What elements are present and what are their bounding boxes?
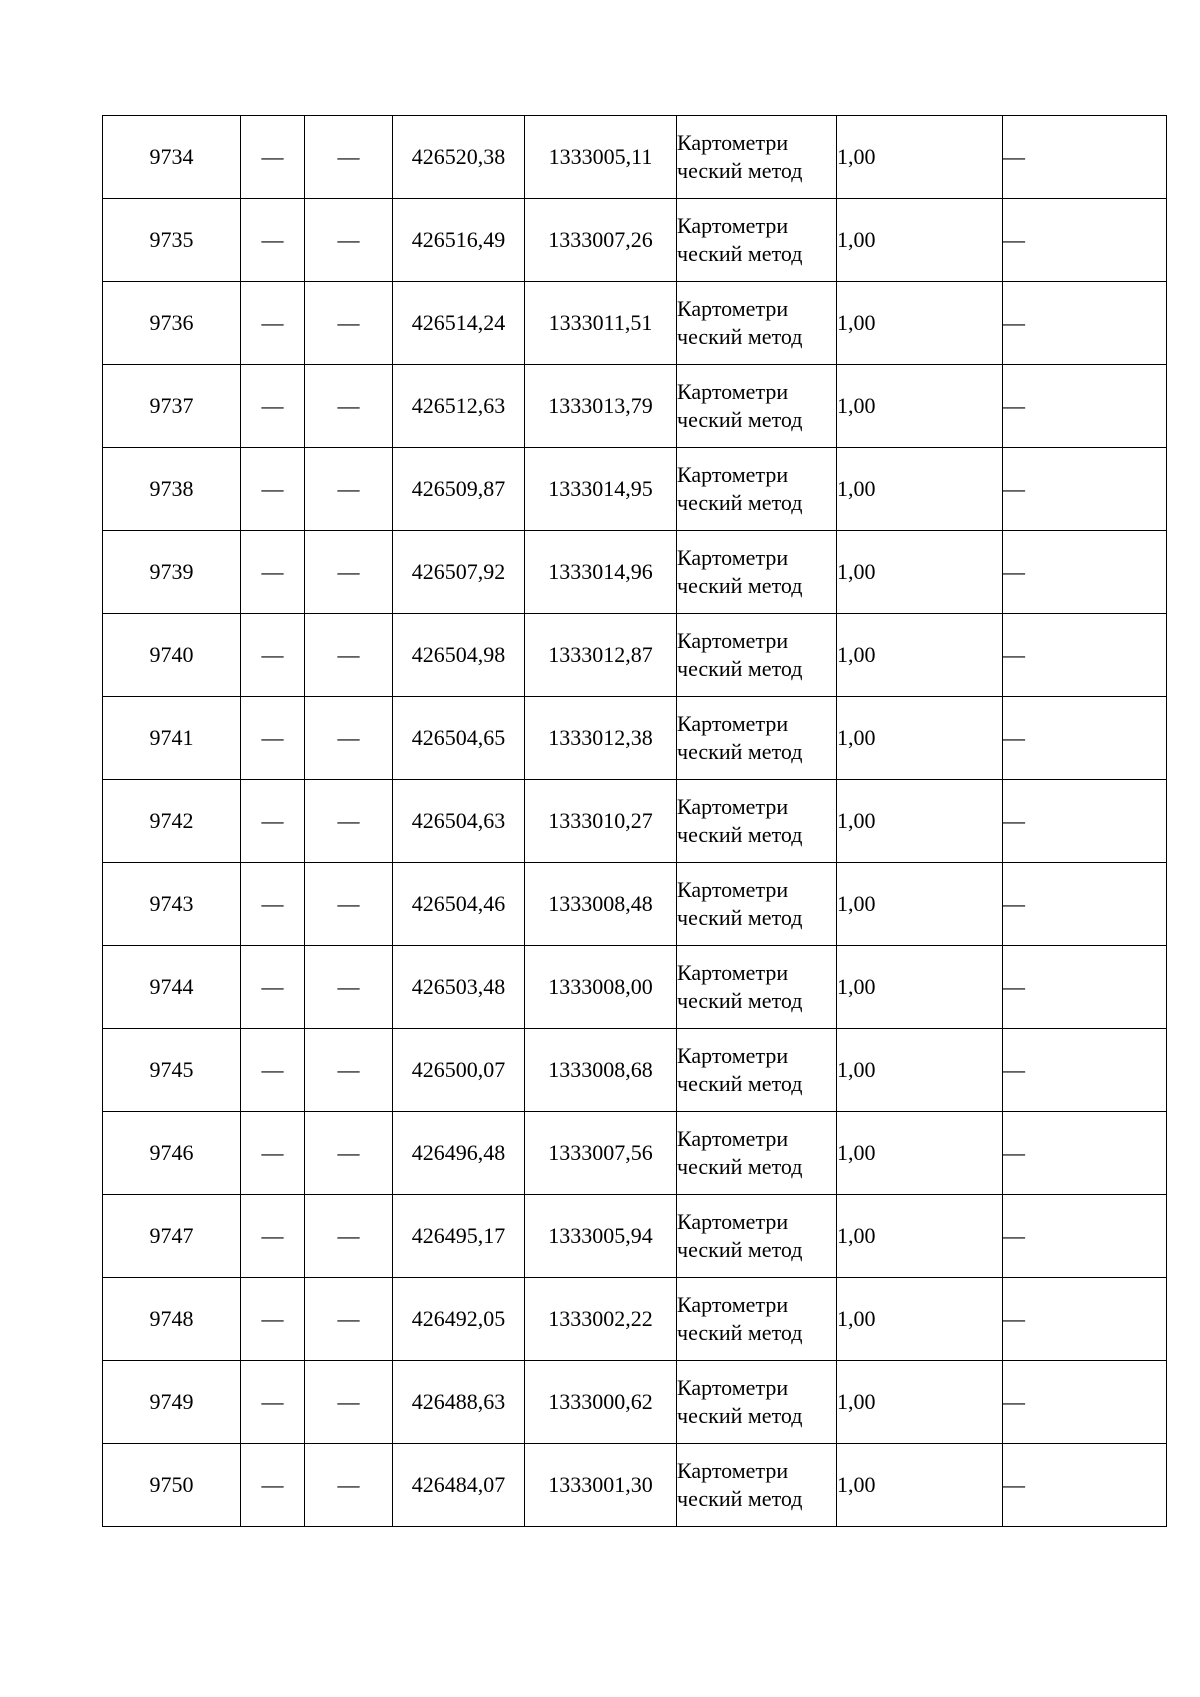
cell-point-number: 9736 <box>103 282 241 365</box>
cell-y-coordinate: 1333008,00 <box>525 946 677 1029</box>
cell-method: Картометри ческий метод <box>677 614 837 697</box>
cell-x-coordinate: 426500,07 <box>393 1029 525 1112</box>
cell-method: Картометри ческий метод <box>677 1112 837 1195</box>
cell-x-coordinate: 426504,46 <box>393 863 525 946</box>
cell-method: Картометри ческий метод <box>677 282 837 365</box>
cell-point-number: 9746 <box>103 1112 241 1195</box>
cell-point-number: 9744 <box>103 946 241 1029</box>
cell-last-column: — <box>1003 946 1167 1029</box>
cell-accuracy: 1,00 <box>837 863 1003 946</box>
cell-column-2: — <box>241 531 305 614</box>
cell-accuracy: 1,00 <box>837 199 1003 282</box>
cell-last-column: — <box>1003 1444 1167 1527</box>
cell-y-coordinate: 1333005,94 <box>525 1195 677 1278</box>
cell-y-coordinate: 1333005,11 <box>525 116 677 199</box>
cell-y-coordinate: 1333011,51 <box>525 282 677 365</box>
cell-column-3: — <box>305 1029 393 1112</box>
cell-y-coordinate: 1333014,96 <box>525 531 677 614</box>
cell-last-column: — <box>1003 863 1167 946</box>
cell-column-3: — <box>305 614 393 697</box>
cell-method: Картометри ческий метод <box>677 116 837 199</box>
cell-column-3: — <box>305 1278 393 1361</box>
cell-accuracy: 1,00 <box>837 1112 1003 1195</box>
cell-x-coordinate: 426520,38 <box>393 116 525 199</box>
cell-point-number: 9749 <box>103 1361 241 1444</box>
cell-x-coordinate: 426504,63 <box>393 780 525 863</box>
cell-x-coordinate: 426492,05 <box>393 1278 525 1361</box>
cell-point-number: 9734 <box>103 116 241 199</box>
cell-method: Картометри ческий метод <box>677 1444 837 1527</box>
cell-column-2: — <box>241 1444 305 1527</box>
cell-column-3: — <box>305 1361 393 1444</box>
cell-last-column: — <box>1003 448 1167 531</box>
cell-accuracy: 1,00 <box>837 1444 1003 1527</box>
cell-y-coordinate: 1333012,87 <box>525 614 677 697</box>
table-row <box>103 448 1167 531</box>
cell-point-number: 9747 <box>103 1195 241 1278</box>
cell-x-coordinate: 426504,65 <box>393 697 525 780</box>
cell-method: Картометри ческий метод <box>677 365 837 448</box>
cell-point-number: 9745 <box>103 1029 241 1112</box>
cell-accuracy: 1,00 <box>837 531 1003 614</box>
cell-y-coordinate: 1333014,95 <box>525 448 677 531</box>
cell-column-2: — <box>241 1029 305 1112</box>
cell-x-coordinate: 426484,07 <box>393 1444 525 1527</box>
table-row <box>103 282 1167 365</box>
cell-column-2: — <box>241 1361 305 1444</box>
cell-column-3: — <box>305 1195 393 1278</box>
table-row <box>103 1029 1167 1112</box>
cell-column-3: — <box>305 365 393 448</box>
cell-point-number: 9738 <box>103 448 241 531</box>
cell-x-coordinate: 426514,24 <box>393 282 525 365</box>
cell-y-coordinate: 1333002,22 <box>525 1278 677 1361</box>
cell-x-coordinate: 426495,17 <box>393 1195 525 1278</box>
cell-column-2: — <box>241 1195 305 1278</box>
cell-y-coordinate: 1333000,62 <box>525 1361 677 1444</box>
cell-column-3: — <box>305 1444 393 1527</box>
cell-method: Картометри ческий метод <box>677 863 837 946</box>
table-row <box>103 1112 1167 1195</box>
table-row <box>103 199 1167 282</box>
cell-accuracy: 1,00 <box>837 282 1003 365</box>
cell-point-number: 9735 <box>103 199 241 282</box>
cell-method: Картометри ческий метод <box>677 697 837 780</box>
table-row <box>103 946 1167 1029</box>
cell-x-coordinate: 426504,98 <box>393 614 525 697</box>
cell-last-column: — <box>1003 697 1167 780</box>
cell-method: Картометри ческий метод <box>677 946 837 1029</box>
table-row <box>103 1361 1167 1444</box>
cell-method: Картометри ческий метод <box>677 1029 837 1112</box>
cell-y-coordinate: 1333008,48 <box>525 863 677 946</box>
cell-method: Картометри ческий метод <box>677 1278 837 1361</box>
cell-column-3: — <box>305 780 393 863</box>
cell-last-column: — <box>1003 1029 1167 1112</box>
cell-y-coordinate: 1333013,79 <box>525 365 677 448</box>
cell-x-coordinate: 426516,49 <box>393 199 525 282</box>
cell-accuracy: 1,00 <box>837 1278 1003 1361</box>
cell-last-column: — <box>1003 1195 1167 1278</box>
cell-column-2: — <box>241 282 305 365</box>
cell-x-coordinate: 426512,63 <box>393 365 525 448</box>
cell-method: Картометри ческий метод <box>677 448 837 531</box>
cell-point-number: 9740 <box>103 614 241 697</box>
cell-column-3: — <box>305 448 393 531</box>
cell-accuracy: 1,00 <box>837 365 1003 448</box>
cell-last-column: — <box>1003 1278 1167 1361</box>
cell-last-column: — <box>1003 1112 1167 1195</box>
cell-column-3: — <box>305 1112 393 1195</box>
cell-method: Картометри ческий метод <box>677 1361 837 1444</box>
cell-column-2: — <box>241 697 305 780</box>
table-row <box>103 116 1167 199</box>
cell-column-2: — <box>241 863 305 946</box>
cell-method: Картометри ческий метод <box>677 531 837 614</box>
cell-point-number: 9741 <box>103 697 241 780</box>
cell-column-3: — <box>305 697 393 780</box>
cell-last-column: — <box>1003 365 1167 448</box>
cell-accuracy: 1,00 <box>837 1029 1003 1112</box>
cell-method: Картометри ческий метод <box>677 780 837 863</box>
cell-accuracy: 1,00 <box>837 1195 1003 1278</box>
cell-y-coordinate: 1333007,26 <box>525 199 677 282</box>
table-row <box>103 780 1167 863</box>
cell-point-number: 9742 <box>103 780 241 863</box>
cell-y-coordinate: 1333001,30 <box>525 1444 677 1527</box>
cell-point-number: 9743 <box>103 863 241 946</box>
cell-y-coordinate: 1333012,38 <box>525 697 677 780</box>
cell-accuracy: 1,00 <box>837 448 1003 531</box>
cell-method: Картометри ческий метод <box>677 1195 837 1278</box>
cell-column-2: — <box>241 614 305 697</box>
cell-column-2: — <box>241 946 305 1029</box>
cell-accuracy: 1,00 <box>837 780 1003 863</box>
cell-column-3: — <box>305 531 393 614</box>
table-row <box>103 697 1167 780</box>
cell-column-3: — <box>305 199 393 282</box>
cell-column-3: — <box>305 282 393 365</box>
cell-accuracy: 1,00 <box>837 1361 1003 1444</box>
table-row <box>103 1195 1167 1278</box>
table-row <box>103 365 1167 448</box>
cell-column-2: — <box>241 780 305 863</box>
cell-point-number: 9739 <box>103 531 241 614</box>
cell-last-column: — <box>1003 614 1167 697</box>
table-row <box>103 1278 1167 1361</box>
cell-column-2: — <box>241 448 305 531</box>
cell-column-2: — <box>241 1278 305 1361</box>
coordinates-table <box>102 115 1167 1527</box>
cell-accuracy: 1,00 <box>837 614 1003 697</box>
cell-point-number: 9750 <box>103 1444 241 1527</box>
cell-column-3: — <box>305 116 393 199</box>
cell-accuracy: 1,00 <box>837 116 1003 199</box>
table-row <box>103 614 1167 697</box>
cell-method: Картометри ческий метод <box>677 199 837 282</box>
cell-y-coordinate: 1333008,68 <box>525 1029 677 1112</box>
cell-x-coordinate: 426509,87 <box>393 448 525 531</box>
cell-last-column: — <box>1003 1361 1167 1444</box>
cell-last-column: — <box>1003 531 1167 614</box>
cell-column-3: — <box>305 946 393 1029</box>
cell-accuracy: 1,00 <box>837 946 1003 1029</box>
cell-y-coordinate: 1333007,56 <box>525 1112 677 1195</box>
table-row <box>103 1444 1167 1527</box>
cell-last-column: — <box>1003 116 1167 199</box>
cell-last-column: — <box>1003 780 1167 863</box>
cell-column-3: — <box>305 863 393 946</box>
cell-x-coordinate: 426507,92 <box>393 531 525 614</box>
cell-x-coordinate: 426496,48 <box>393 1112 525 1195</box>
cell-column-2: — <box>241 1112 305 1195</box>
table-body <box>103 116 1167 1527</box>
cell-column-2: — <box>241 199 305 282</box>
cell-column-2: — <box>241 365 305 448</box>
cell-accuracy: 1,00 <box>837 697 1003 780</box>
cell-column-2: — <box>241 116 305 199</box>
cell-point-number: 9737 <box>103 365 241 448</box>
cell-y-coordinate: 1333010,27 <box>525 780 677 863</box>
cell-last-column: — <box>1003 199 1167 282</box>
cell-x-coordinate: 426488,63 <box>393 1361 525 1444</box>
cell-point-number: 9748 <box>103 1278 241 1361</box>
table-row <box>103 531 1167 614</box>
table-row <box>103 863 1167 946</box>
cell-x-coordinate: 426503,48 <box>393 946 525 1029</box>
cell-last-column: — <box>1003 282 1167 365</box>
